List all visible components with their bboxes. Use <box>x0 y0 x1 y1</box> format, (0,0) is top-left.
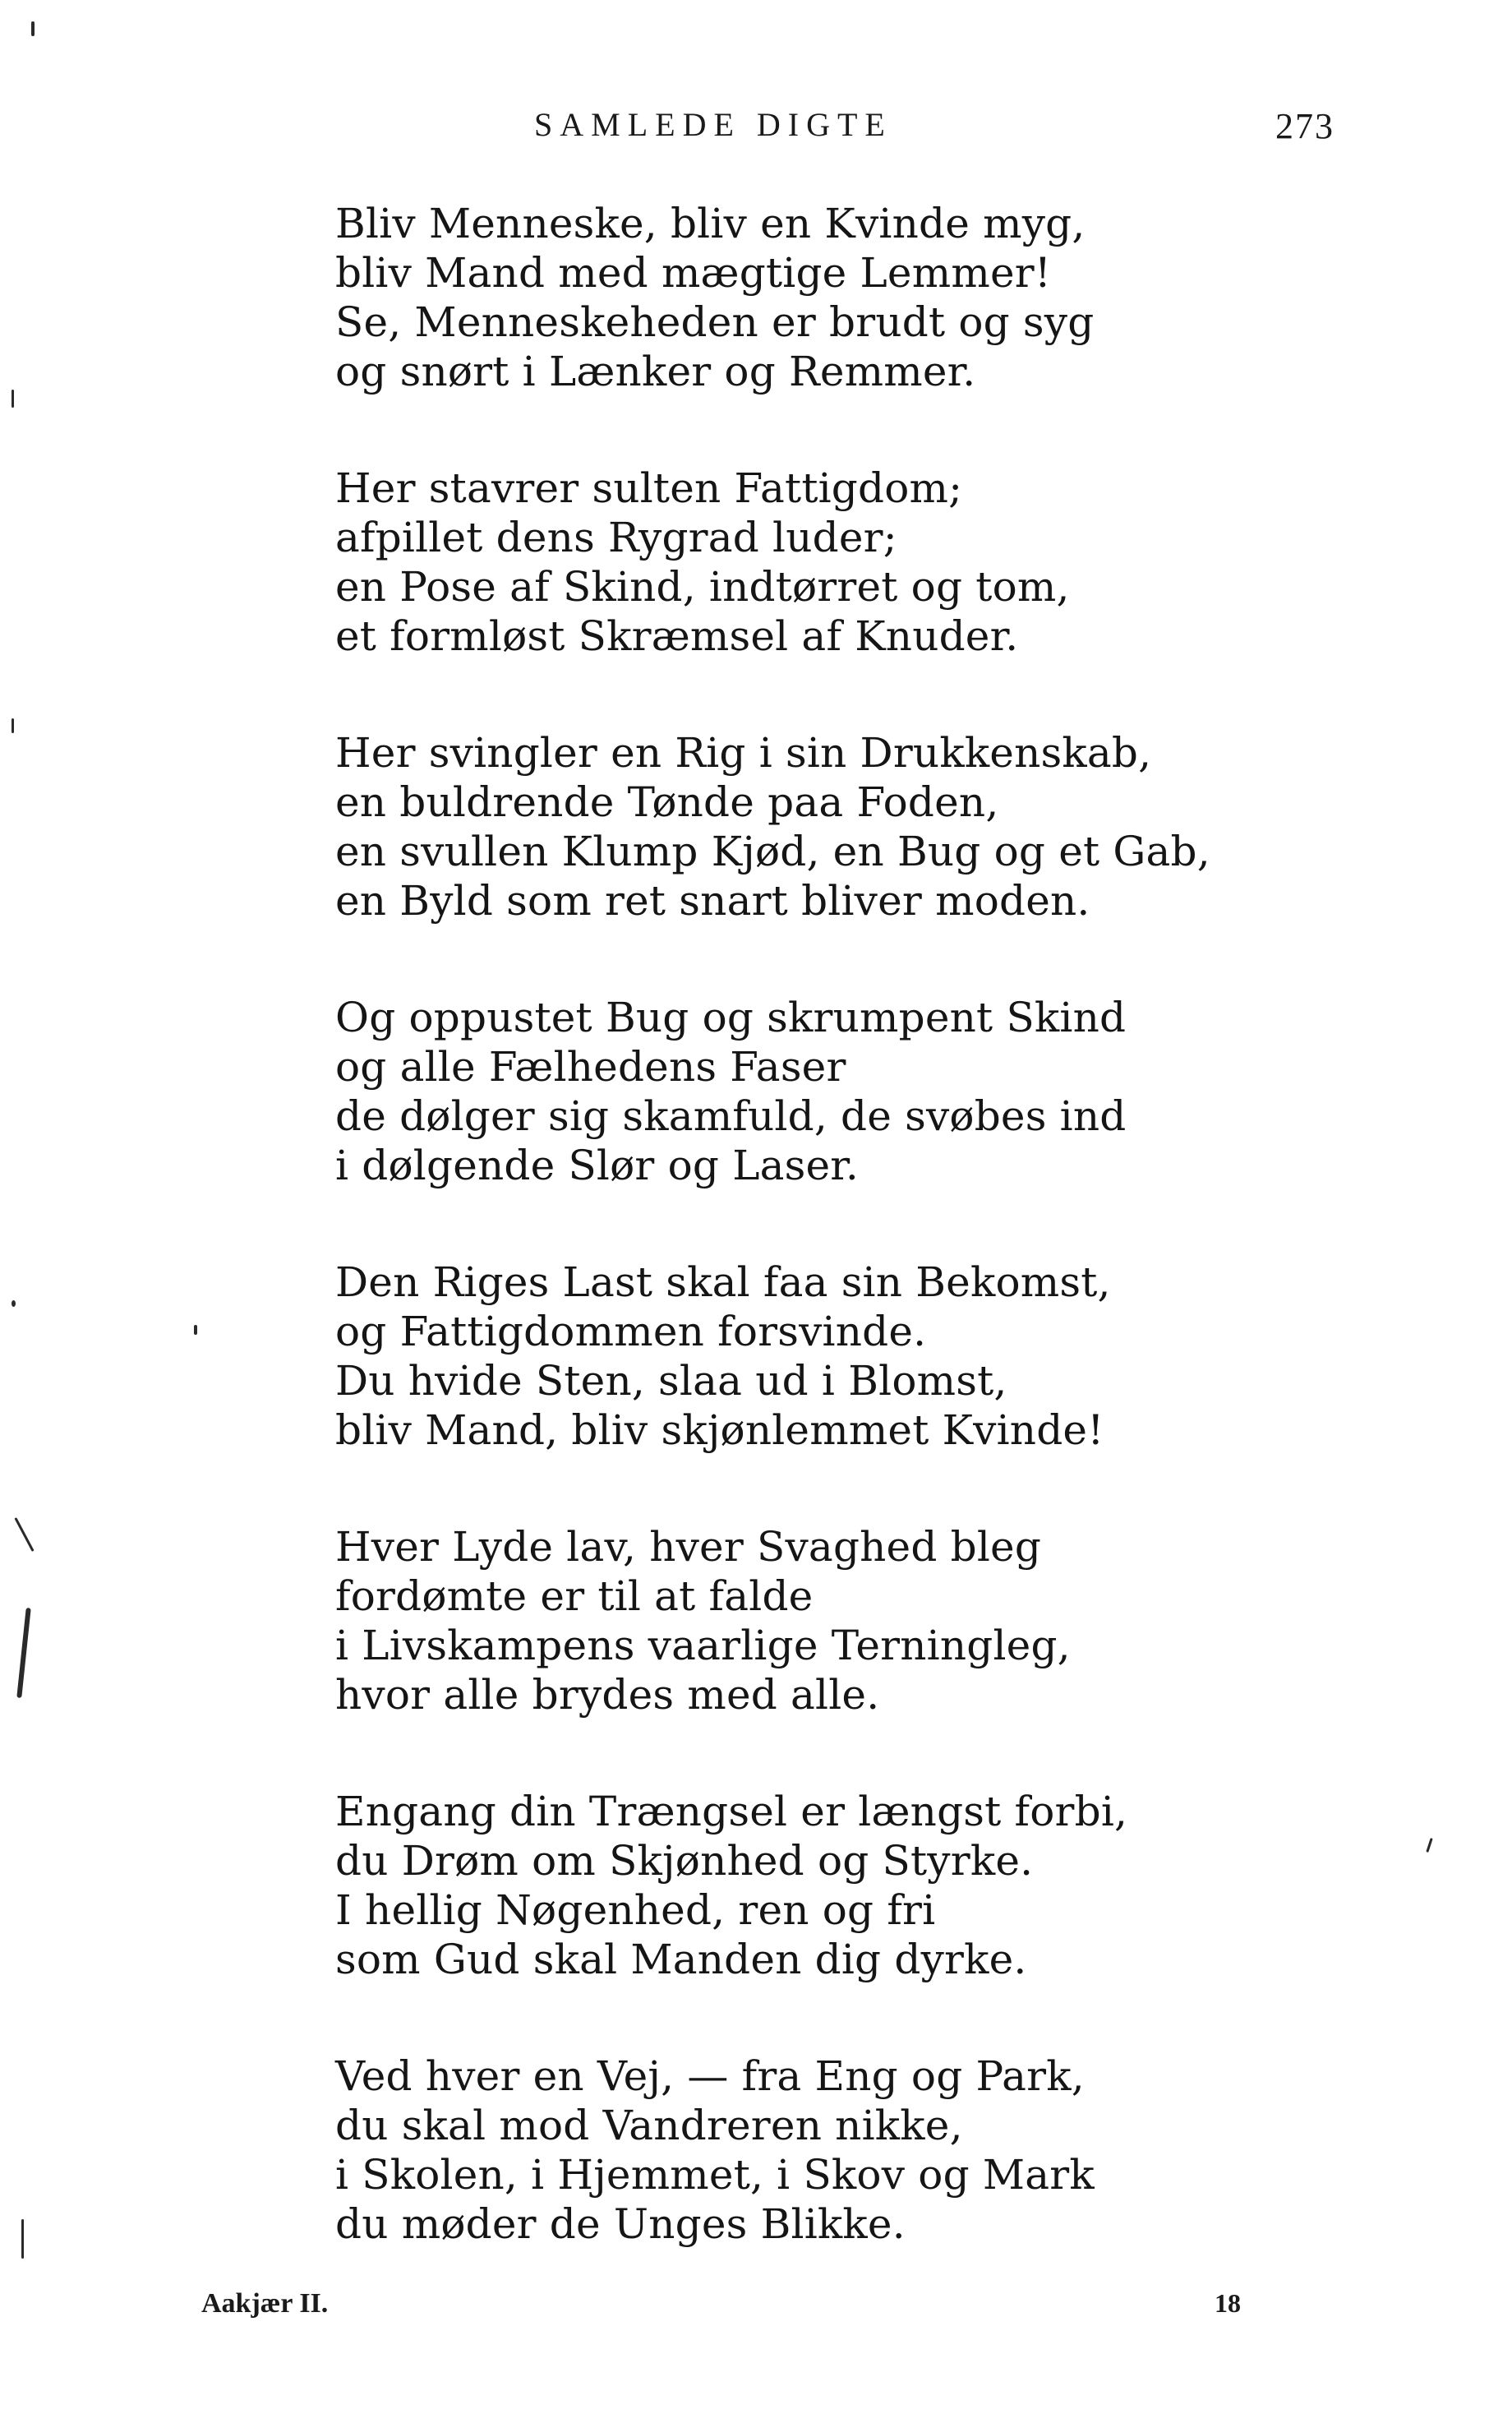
stanza-4 <box>335 993 1354 1190</box>
stanza-5 <box>335 1258 1354 1455</box>
scan-speck <box>31 21 35 36</box>
verse-line: bliv Mand, bliv skjønlemmet Kvinde! <box>335 1406 1104 1454</box>
verse-line: som Gud skal Manden dig dyrke. <box>335 1936 1027 1983</box>
verse-line: Her stavrer sulten Fattigdom; <box>335 464 963 512</box>
verse-line: et formløst Skræmsel af Knuder. <box>335 612 1019 660</box>
scan-speck <box>16 1608 30 1698</box>
stanza-7 <box>335 1787 1354 1984</box>
scan-speck <box>12 1300 16 1307</box>
stanza-6 <box>335 1522 1354 1719</box>
signature-mark: Aakjær II. <box>201 2288 329 2319</box>
verse-line: Og oppustet Bug og skrumpent Skind <box>335 994 1127 1041</box>
verse-line: hvor alle brydes med alle. <box>335 1671 880 1719</box>
verse-line: og alle Fælhedens Faser <box>335 1043 846 1091</box>
verse-line: en Pose af Skind, indtørret og tom, <box>335 563 1070 611</box>
verse-line: en buldrende Tønde paa Foden, <box>335 778 999 826</box>
sheet-number: 18 <box>1215 2288 1241 2318</box>
stanza-3 <box>335 728 1354 925</box>
stanza-8 <box>335 2051 1354 2249</box>
verse-line: Her svingler en Rig i sin Drukkenskab, <box>335 729 1152 777</box>
verse-line: Du hvide Sten, slaa ud i Blomst, <box>335 1357 1007 1405</box>
scan-speck <box>12 390 14 408</box>
verse-line: du Drøm om Skjønhed og Styrke. <box>335 1837 1034 1885</box>
verse-line: I hellig Nøgenhed, ren og fri <box>335 1886 936 1934</box>
verse-line: Engang din Trængsel er længst forbi, <box>335 1788 1128 1835</box>
verse-line: i dølgende Slør og Laser. <box>335 1142 859 1189</box>
page-number: 273 <box>1275 106 1335 146</box>
scan-speck <box>12 718 14 733</box>
verse-line: bliv Mand med mægtige Lemmer! <box>335 249 1052 297</box>
verse-line: i Skolen, i Hjemmet, i Skov og Mark <box>335 2151 1095 2199</box>
verse-line: Den Riges Last skal faa sin Bekomst, <box>335 1258 1111 1306</box>
poem-body <box>335 199 1354 2316</box>
verse-line: Se, Menneskeheden er brudt og syg <box>335 298 1095 346</box>
scan-speck <box>14 1517 34 1552</box>
running-title: SAMLEDE DIGTE <box>534 106 892 143</box>
verse-line: i Livskampens vaarlige Terningleg, <box>335 1622 1071 1669</box>
verse-line: Ved hver en Vej, — fra Eng og Park, <box>335 2052 1085 2100</box>
verse-line: en svullen Klump Kjød, en Bug og et Gab, <box>335 828 1210 875</box>
scan-speck <box>1426 1838 1432 1853</box>
verse-line: du skal mod Vandreren nikke, <box>335 2102 963 2149</box>
verse-line: og snørt i Lænker og Remmer. <box>335 348 976 395</box>
verse-line: fordømte er til at falde <box>335 1572 814 1620</box>
verse-line: du møder de Unges Blikke. <box>335 2200 906 2248</box>
verse-line: en Byld som ret snart bliver moden. <box>335 877 1090 925</box>
verse-line: afpillet dens Rygrad luder; <box>335 514 897 561</box>
scan-speck <box>21 2219 24 2259</box>
stanza-1 <box>335 199 1354 396</box>
scan-speck <box>194 1325 197 1335</box>
verse-line: og Fattigdommen forsvinde. <box>335 1308 927 1355</box>
verse-line: Bliv Menneske, bliv en Kvinde myg, <box>335 200 1086 247</box>
verse-line: Hver Lyde lav, hver Svaghed bleg <box>335 1523 1042 1571</box>
stanza-2 <box>335 464 1354 661</box>
verse-line: de dølger sig skamfuld, de svøbes ind <box>335 1092 1127 1140</box>
